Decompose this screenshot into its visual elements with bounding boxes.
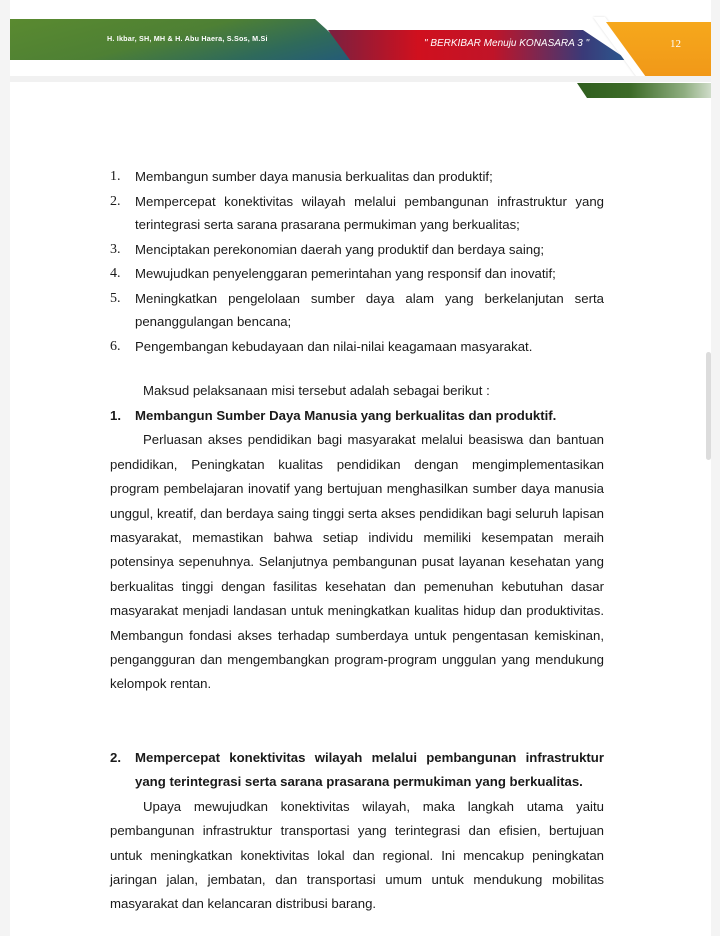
intro-paragraph: Maksud pelaksanaan misi tersebut adalah sebagai berikut : bbox=[143, 383, 490, 398]
mission-text: Meningkatkan pengelolaan sumber daya alam yang berkelanjutan serta penanggulangan bencana; bbox=[135, 290, 604, 329]
mission-item bbox=[110, 165, 604, 189]
section-title bbox=[110, 404, 604, 428]
mission-item bbox=[110, 287, 604, 334]
mission-list bbox=[110, 165, 604, 359]
section-title bbox=[110, 746, 604, 795]
mission-number: 4. bbox=[110, 266, 121, 281]
mission-number: 2. bbox=[110, 193, 121, 209]
mission-text: Pengembangan kebudayaan dan nilai-nilai keagamaan masyarakat. bbox=[135, 338, 533, 354]
header-slogan: " BERKIBAR Menuju KONASARA 3 " bbox=[424, 38, 590, 49]
section-title-text: Membangun Sumber Daya Manusia yang berkualitas dan produktif. bbox=[135, 408, 557, 423]
mission-number: 6. bbox=[110, 338, 121, 354]
scrollbar-thumb[interactable] bbox=[706, 352, 711, 460]
mission-item bbox=[110, 335, 604, 359]
mission-item bbox=[110, 190, 604, 237]
section-number: 2. bbox=[110, 750, 121, 765]
mission-text: Mewujudkan penyelenggaran pemerintahan yang responsif dan inovatif; bbox=[135, 266, 556, 281]
section-number: 1. bbox=[110, 408, 121, 423]
mission-text: Membangun sumber daya manusia berkualitas dan produktif; bbox=[135, 169, 493, 184]
mission-number: 1. bbox=[110, 169, 121, 184]
page-number: 12 bbox=[670, 38, 681, 50]
decorative-green-stripe bbox=[577, 83, 711, 98]
section-2 bbox=[110, 746, 604, 917]
section-body: Perluasan akses pendidikan bagi masyarakat melalui beasiswa dan bantuan pendidikan, Peningkatan kualitas pendidikan dengan mengimplementasikan program pembelajaran inovatif yang bertujuan menghasilkan sumber daya manusia unggul, kreatif, dan berdaya saing tinggi serta akses pendidikan bagi seluruh lapisan masyarakat, memastikan bahwa setiap individu memiliki kesempatan meraih potensinya sepenuhnya. Selanjutnya pembangunan pusat layanan kesehatan yang berkualitas tinggi dengan fasilitas kesehatan dan pemenuhan kebutuhan dasar masyarakat menjadi landasan untuk meningkatkan kualitas hidup dan produktivitas. Membangun fondasi akses terhadap sumberdaya untuk pengentasan kemiskinan, pengangguran dan mengembangkan program-program unggulan yang mendukung kelompok rentan. bbox=[110, 432, 604, 692]
mission-item bbox=[110, 238, 604, 262]
mission-number: 3. bbox=[110, 241, 121, 257]
header-authors: H. Ikbar, SH, MH & H. Abu Haera, S.Sos, M.Si bbox=[107, 34, 268, 43]
mission-text: Menciptakan perekonomian daerah yang produktif dan berdaya saing; bbox=[135, 241, 545, 257]
header-separator bbox=[10, 76, 711, 82]
section-1 bbox=[110, 404, 604, 697]
mission-number: 5. bbox=[110, 290, 121, 306]
scrollbar-track[interactable] bbox=[711, 0, 720, 936]
section-body: Upaya mewujudkan konektivitas wilayah, maka langkah utama yaitu pembangunan infrastruktur transportasi yang terintegrasi dan efisien, bertujuan untuk meningkatkan konektivitas lokal dan regional. Ini mencakup peningkatan jaringan jalan, jembatan, dan transportasi umum untuk mendukung mobilitas masyarakat dan kelancaran distribusi barang. bbox=[110, 798, 604, 912]
section-title-text: Mempercepat konektivitas wilayah melalui pembangunan infrastruktur yang terintegrasi serta sarana prasarana permukiman yang berkualitas. bbox=[135, 750, 604, 790]
mission-item bbox=[110, 262, 604, 286]
mission-text: Mempercepat konektivitas wilayah melalui pembangunan infrastruktur yang terintegrasi serta sarana prasarana permukiman yang berkualitas; bbox=[135, 193, 604, 232]
